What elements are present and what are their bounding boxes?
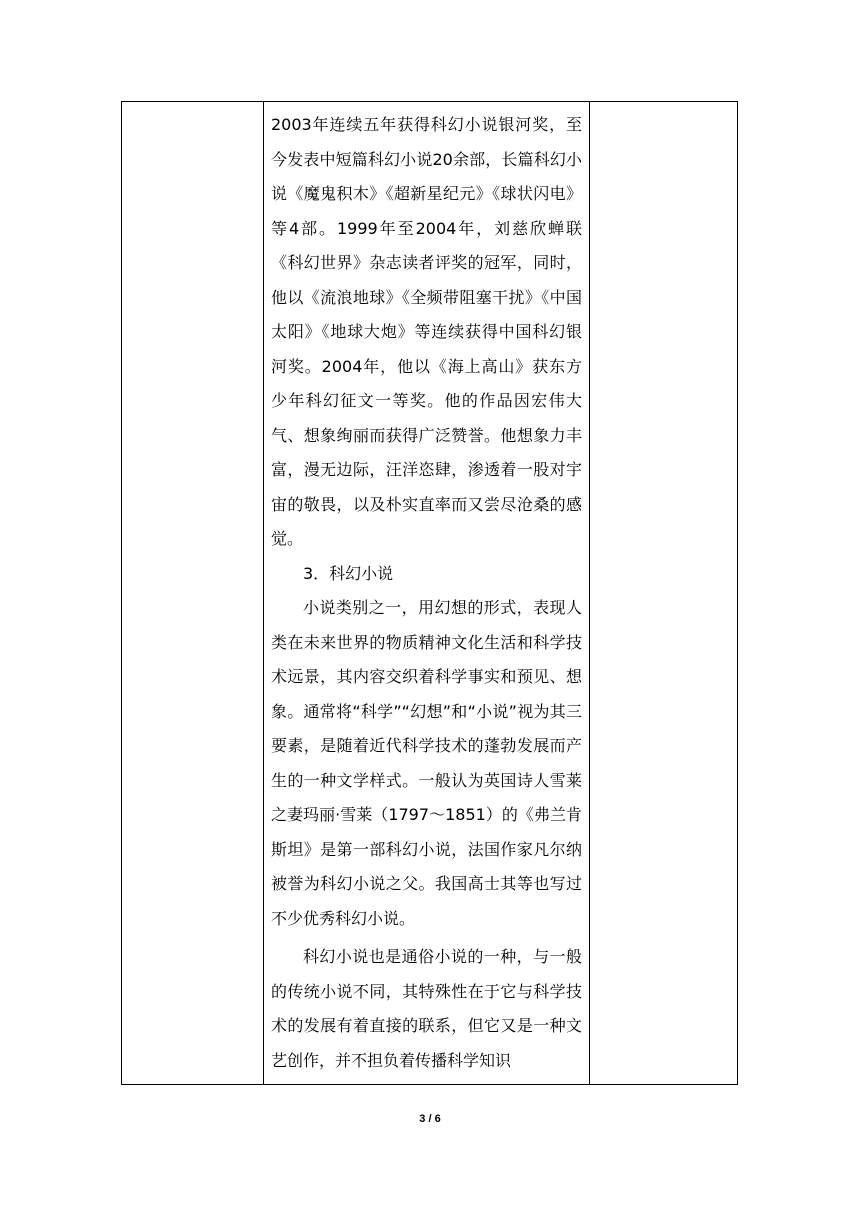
- left-column-cell: [122, 102, 264, 1084]
- page-number: 3 / 6: [419, 1113, 441, 1125]
- body-paragraph: 科幻小说也是通俗小说的一种，与一般的传统小说不同，其特殊性在于它与科学技术的发展有着直接的联系，但它又是一种文艺创作，并不担负着传播科学知识: [271, 947, 582, 1070]
- right-column-cell: [590, 102, 737, 1084]
- section-heading: 3．科幻小说: [303, 563, 394, 583]
- lesson-table: [121, 101, 738, 1085]
- intro-paragraph: 2003年连续五年获得科幻小说银河奖，至今发表中短篇科幻小说20余部，长篇科幻小说《魔鬼积木》《超新星纪元》《球状闪电》等4部。1999年至2004年，刘慈欣蝉联《科幻世界》杂志读者评奖的冠军，同时，他以《流浪地球》《全频带阻塞干扰》《中国太阳》《地球大炮》等连续获得中国科幻银河奖。2004年，他以《海上高山》获东方少年科幻征文一等奖。他的作品因宏伟大气、想象绚丽而获得广泛赞誉。他想象力丰富，漫无边际，汪洋恣肆，渗透着一股对宇宙的敬畏，以及朴实直率而又尝尽沧桑的感觉。: [271, 115, 582, 548]
- content-column-cell: [264, 102, 590, 1084]
- body-paragraph: 小说类别之一，用幻想的形式，表现人类在未来世界的物质精神文化生活和科学技术远景，其内容交织着科学事实和预见、想象。通常将“科学”“幻想”和“小说”视为其三要素，是随着近代科学技术的蓬勃发展而产生的一种文学样式。一般认为英国诗人雪莱之妻玛丽·雪莱（1797～1851）的《弗兰肯斯坦》是第一部科幻小说，法国作家凡尔纳被誉为科幻小说之父。我国高士其等也写过不少优秀科幻小说。: [271, 598, 582, 928]
